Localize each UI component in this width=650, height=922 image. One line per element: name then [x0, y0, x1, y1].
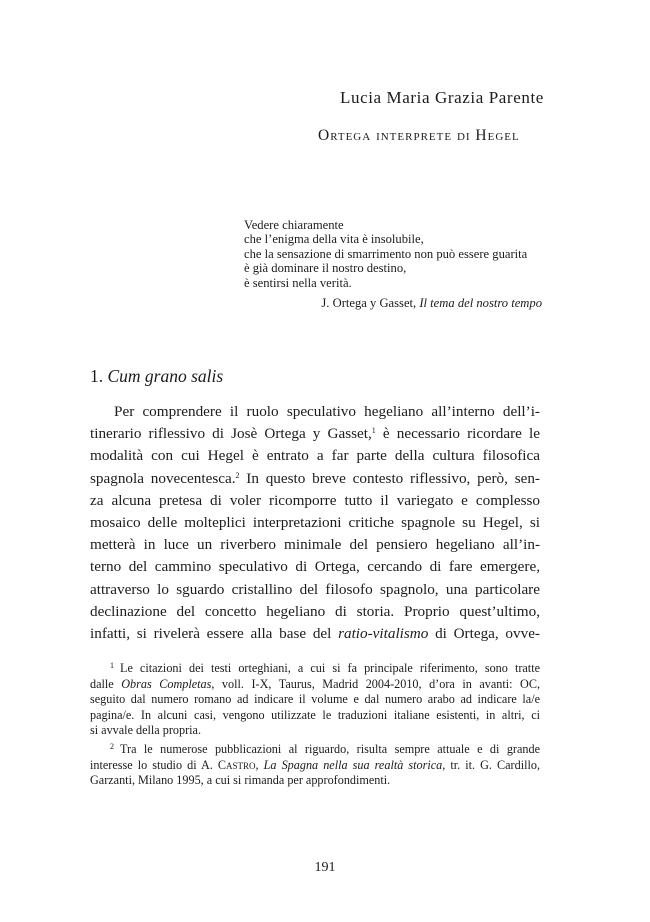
footnote-2-line: $^2$ Tra le numerose pubblicazioni al riguardo, risulta sempre attuale e di grande: [110, 741, 540, 756]
epigraph-line: è sentirsi nella verità.: [244, 275, 352, 290]
footnote-1-marker: 1: [110, 661, 114, 670]
body-line: terno del cammino speculativo di Ortega, cercando di fare emergere,: [90, 558, 540, 576]
body-line: modalità con cui Hegel è entrato a far parte della cultura filosofica: [90, 447, 540, 465]
body-line: metterà in luce un riverbero minimale del pensiero hegeliano all’in-: [90, 536, 540, 554]
epigraph-line: che l’enigma della vita è insolubile,: [244, 232, 424, 247]
footnotes: [90, 658, 540, 789]
chapter-author: Lucia Maria Grazia Parente: [340, 88, 544, 107]
epigraph-line: Vedere chiaramente: [244, 218, 344, 232]
body-line: za alcuna pretesa di voler ricomporre tutto il variegato e complesso: [90, 491, 540, 509]
page-number: 191: [314, 860, 336, 875]
footnote-1-line: pagina/e. In alcuni casi, vengono utilizzate le traduzioni italiane esistenti, in altri, ci: [90, 707, 540, 722]
footnote-1-line: si avvale della propria.: [90, 723, 201, 738]
epigraph-line: è già dominare il nostro destino,: [244, 261, 407, 276]
body-paragraph: [90, 401, 540, 645]
footnote-ref-2[interactable]: 2: [235, 470, 240, 480]
attribution-author: J. Ortega y Gasset,: [321, 296, 420, 310]
body-line: spagnola novecentesca.$^2$ In questo breve contesto riflessivo, però, sen-: [90, 469, 540, 487]
footnote-1-line: seguito dal numero romano ad indicare il volume e dal numero arabo ad indicare la/e: [90, 692, 540, 707]
footnote-ref-1[interactable]: 1: [371, 426, 376, 436]
body-line: mosaico delle molteplici interpretazioni critiche spagnole su Hegel, si: [90, 514, 540, 532]
section-heading: [90, 366, 223, 387]
epigraph: [244, 218, 544, 290]
footnote-2-line: Garzanti, Milano 1995, a cui si rimanda per approfondimenti.: [90, 773, 391, 788]
footnote-1-line: $^1$ Le citazioni dei testi orteghiani, a cui si fa principale riferimento, sono tratte: [110, 661, 540, 675]
section-number: 1.: [90, 366, 104, 386]
body-line: declinazione del concetto hegeliano di storia. Proprio quest’ultimo,: [90, 602, 540, 620]
footnote-1-line: dalle Obras Completas, voll. I-X, Taurus, Madrid 2004-2010, d’ora in avanti: OC,: [90, 676, 540, 691]
body-line: tinerario riflessivo di Josè Ortega y Gasset,$^1$ è necessario ricordare le: [90, 425, 540, 443]
epigraph-line: che la sensazione di smarrimento non può essere guarita: [244, 246, 528, 261]
body-line: attraverso lo sguardo cristallino del filosofo spagnolo, una particolare: [90, 580, 540, 598]
attribution-work: Il tema del nostro tempo: [419, 296, 542, 310]
section-title: Cum grano salis: [107, 366, 224, 386]
footnote-2-marker: 2: [110, 741, 114, 751]
chapter-title: Ortega interprete di Hegel: [318, 127, 520, 144]
body-line: Per comprendere il ruolo speculativo hegeliano all’interno dell’i-: [114, 403, 540, 420]
footnote-2-line: interesse lo studio di A. Castro, La Spagna nella sua realtà storica, tr. it. G. Cardillo,: [90, 757, 541, 772]
epigraph-attribution: [244, 296, 542, 311]
body-line: infatti, si rivelerà essere alla base del ratio-vitalismo di Ortega, ovve-: [90, 625, 540, 643]
